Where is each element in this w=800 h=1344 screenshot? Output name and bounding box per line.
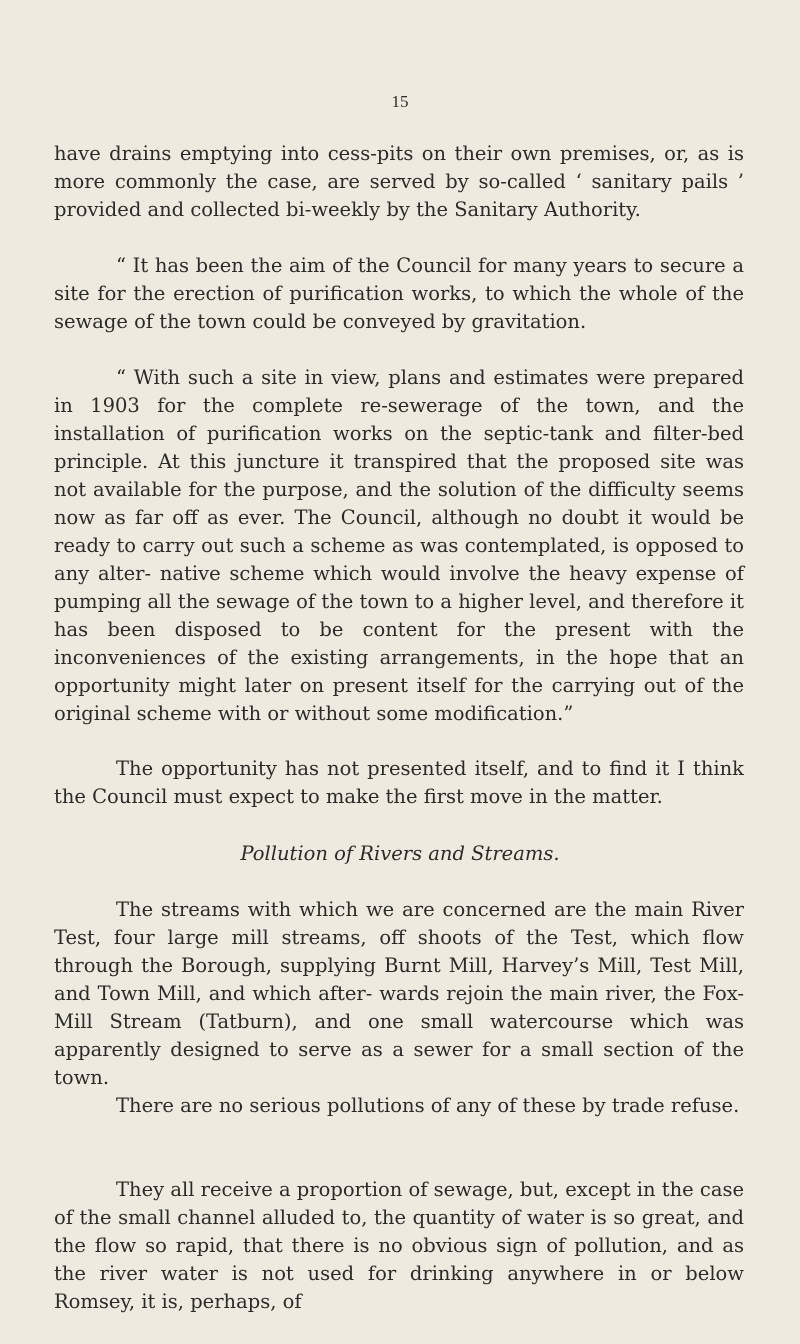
paragraph-opportunity: The opportunity has not presented itself, and to find it I think the Council must expect to make the first move in the matter.: [54, 757, 744, 808]
paragraph-streams: The streams with which we are concerned are the main River Test, four large mill streams, off shoots of the Test, which flow through the Borough, supplying Burnt Mill, Harvey’s Mill, Test Mill, and Town Mill, and which after- wards rejoin the main river, the Fox-Mill Stream (Tatburn), and one small watercourse which was apparently designed to serve as a sewer for a small section of the town.: [54, 898, 744, 1089]
paragraph-plans-estimates: “ With such a site in view, plans and estimates were prepared in 1903 for the complete re-sewerage of the town, and the installation of purification works on the septic-tank and filter-bed principle. At this juncture it transpired that the proposed site was not available for the purpose, and the solution of the difficulty seems now as far off as ever. The Council, although no doubt it would be ready to carry out such a scheme as was contemplated, is opposed to any alter- native scheme which would involve the heavy expense of pumping all the sewage of the town to a higher level, and therefore it has been disposed to be content for the present with the inconveniences of the existing arrangements, in the hope that an opportunity might later on present itself for the carrying out of the original scheme with or without some modification.”: [54, 366, 744, 725]
paragraph-council-aim: “ It has been the aim of the Council for many years to secure a site for the erection of purification works, to which the whole of the sewage of the town could be conveyed by gravitation.: [54, 254, 744, 333]
page-number: 15: [391, 92, 409, 111]
paragraph-sewage-proportion: They all receive a proportion of sewage, but, except in the case of the small channel alluded to, the quantity of water is so great, and the flow so rapid, that there is no obvious sign of pollution, and as the river water is not used for drinking anywhere in or below Romsey, it is, perhaps, of: [54, 1178, 744, 1313]
paragraph-drains: have drains emptying into cess-pits on their own premises, or, as is more commonly the case, are served by so-called ‘ sanitary pails ’ provided and collected bi-weekly by the Sanitary Authority.: [54, 142, 744, 221]
paragraph-trade-refuse: There are no serious pollutions of any of these by trade refuse.: [116, 1094, 740, 1117]
section-heading: Pollution of Rivers and Streams.: [240, 842, 560, 865]
